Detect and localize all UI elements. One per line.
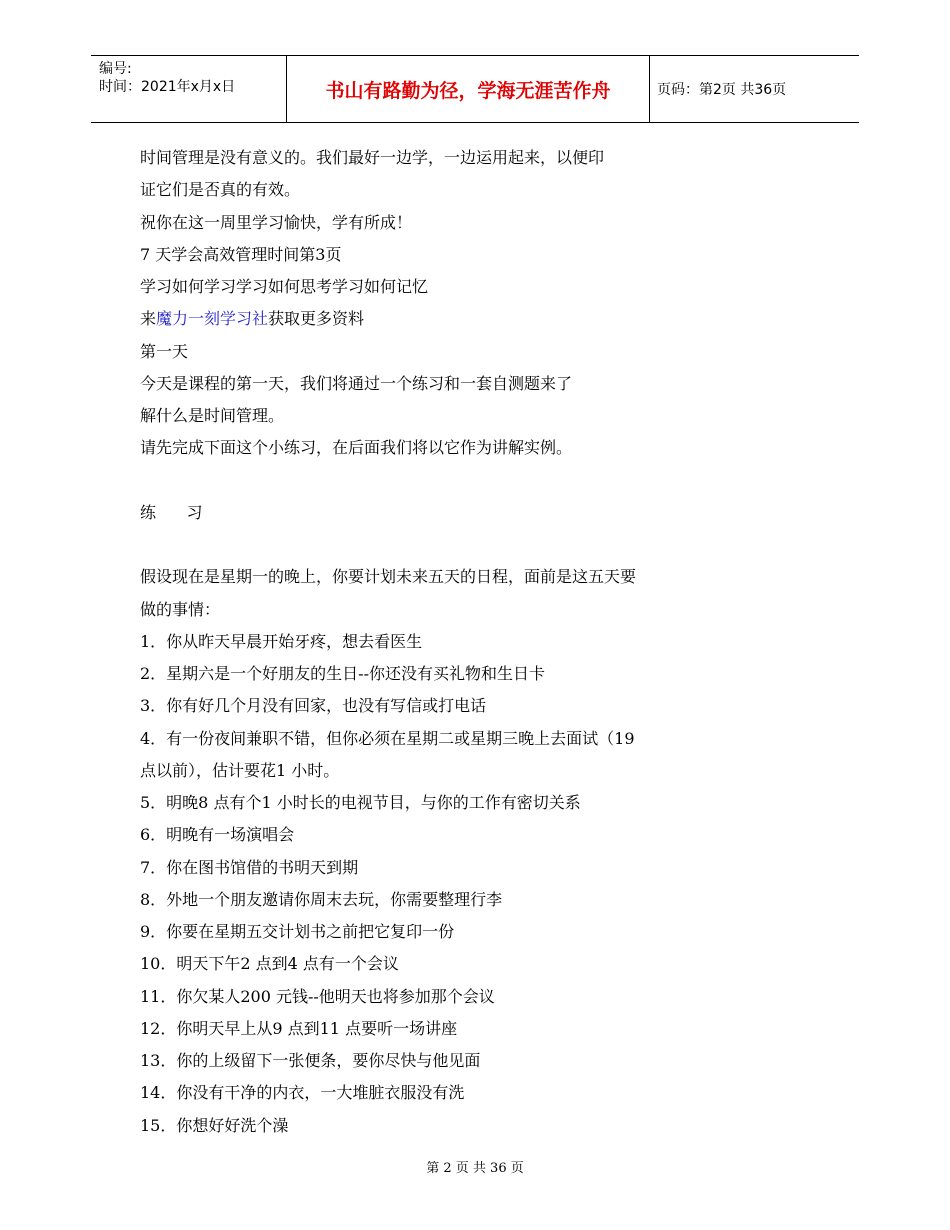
- list-item: 12．你明天早上从9 点到11 点要听一场讲座: [140, 1018, 458, 1038]
- day-intro-line: 请先完成下面这个小练习，在后面我们将以它作为讲解实例。: [140, 438, 573, 458]
- list-item: 1．你从昨天早晨开始牙疼，想去看医生: [140, 631, 423, 651]
- header-number-label: 编号:: [99, 61, 132, 77]
- list-item: 4．有一份夜间兼职不错，但你必须在星期二或星期三晚上去面试（19: [140, 728, 635, 748]
- list-item: 9．你要在星期五交计划书之前把它复印一份: [140, 922, 455, 941]
- list-item: 14．你没有干净的内衣，一大堆脏衣服没有洗: [140, 1083, 465, 1103]
- intro-line: 7 天学会高效管理时间第3页: [140, 244, 342, 264]
- list-item: 10．明天下午2 点到4 点有一个会议: [140, 954, 399, 974]
- list-item: 11．你欠某人200 元钱--他明天也将参加那个会议: [140, 986, 495, 1006]
- resource-line: [140, 303, 840, 335]
- list-item: 15．你想好好洗个澡: [140, 1115, 289, 1135]
- intro-line: 时间管理是没有意义的。我们最好一边学，一边运用起来，以便印: [140, 148, 605, 167]
- intro-line: 证它们是否真的有效。: [140, 180, 301, 200]
- resource-prefix: 来: [140, 309, 157, 329]
- day-title: 第一天: [140, 341, 189, 361]
- study-club-link[interactable]: 魔力一刻学习社: [156, 309, 269, 329]
- exercise-title: 练 习: [140, 502, 203, 522]
- list-item: 点以前），估计要花1 小时。: [140, 760, 340, 780]
- list-item: 3．你有好几个月没有回家，也没有写信或打电话: [140, 696, 487, 716]
- header-time-label: 时间：2021年x月x日: [99, 79, 236, 95]
- document-body: [140, 142, 840, 1142]
- page-header: [91, 55, 859, 123]
- page-footer: 第 2 页 共 36 页: [426, 1161, 524, 1176]
- spacer: [140, 465, 840, 497]
- header-meta: [99, 60, 285, 96]
- list-item: 13．你的上级留下一张便条，要你尽快与他见面: [140, 1051, 481, 1070]
- intro-line: 学习如何学习学习如何思考学习如何记忆: [140, 277, 429, 296]
- list-item: 8．外地一个朋友邀请你周末去玩，你需要整理行李: [140, 889, 503, 909]
- spacer: [140, 529, 840, 561]
- resource-suffix: 获取更多资料: [268, 309, 365, 329]
- header-motto: 书山有路勤为径，学海无涯苦作舟: [286, 56, 650, 122]
- list-item: 7．你在图书馆借的书明天到期: [140, 857, 359, 877]
- header-page-info: 页码：第2页 共36页: [657, 82, 787, 98]
- scenario-line: 假设现在是星期一的晚上，你要计划未来五天的日程，面前是这五天要: [140, 567, 637, 587]
- list-item: 6．明晚有一场演唱会: [140, 825, 295, 845]
- scenario-line: 做的事情：: [140, 599, 221, 619]
- list-item: 2．星期六是一个好朋友的生日--你还没有买礼物和生日卡: [140, 664, 545, 683]
- list-item: 5．明晚8 点有个1 小时长的电视节目，与你的工作有密切关系: [140, 793, 581, 812]
- day-intro-line: 解什么是时间管理。: [140, 406, 285, 425]
- intro-line: 祝你在这一周里学习愉快，学有所成！: [140, 212, 413, 232]
- day-intro-line: 今天是课程的第一天，我们将通过一个练习和一套自测题来了: [140, 373, 573, 393]
